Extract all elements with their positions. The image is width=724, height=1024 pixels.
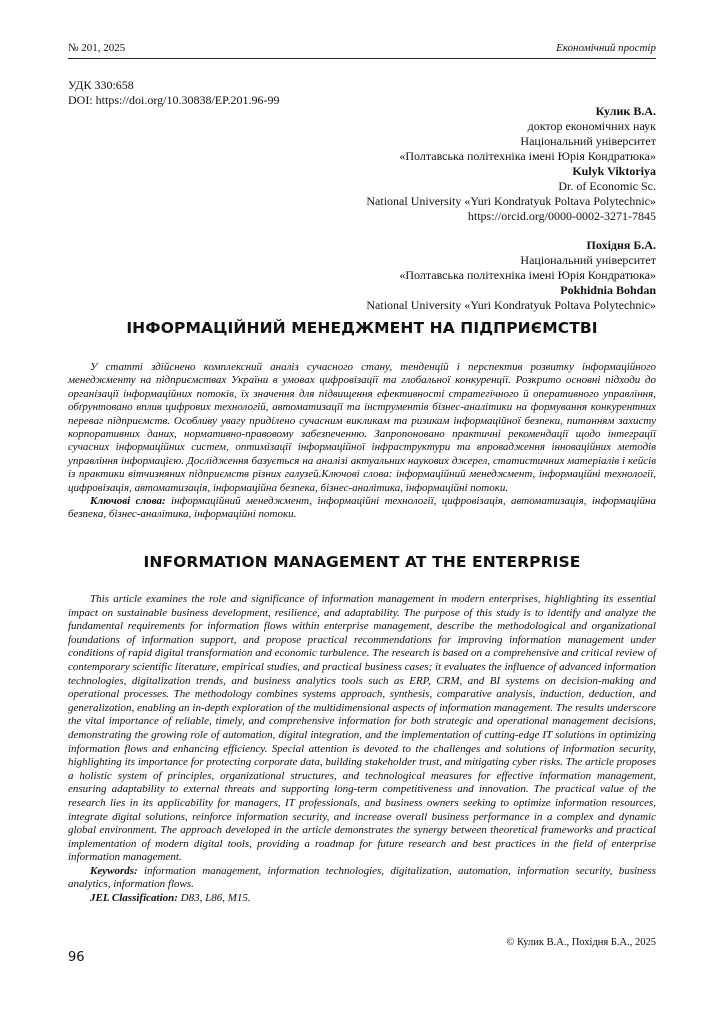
- keywords-en-label: Keywords:: [90, 864, 138, 877]
- keywords-ua-list: інформаційний менеджмент, інформаційні технології, цифровізація, автоматизація, інформаційна безпека, бізнес-аналітика, інформаційні потоки.: [68, 495, 657, 521]
- author-1-affiliation-ua: Національний університет: [520, 134, 656, 148]
- page-number: 96: [68, 950, 85, 965]
- jel-codes: D83, L86, M15.: [177, 892, 251, 905]
- abstract-en-text: This article examines the role and significance of information management in modern enterprises, highlighting its essential impact on sustainable business development, resilience, and adaptability. The purpose of this study is to identify and analyze the fundamental requirements for information flows within enterprise management, describe the methodological and organizational foundations of information support, and propose practical recommendations for improving information management under conditions of rapid digital transformation and economic turbulence. The research is based on a comprehensive and critical review of contemporary scientific literature, empirical studies, and practical business cases; it evaluates the influence of advanced information technologies, digitalization trends, and business analytics tools such as ERP, CRM, and BI systems on decision-making and operational processes. The methodology combines systems approach, synthesis, comparative analysis, induction, deduction, and generalization, enabling an in-depth exploration of the multidimensional aspects of information management. The results underscore the vital importance of reliable, timely, and comprehensive information for both strategic and operational management decisions, demonstrating the growing role of automation, digital integration, and the implementation of cutting-edge IT solutions in optimizing information flows and enhancing efficiency. Special attention is devoted to the challenges and solutions of information security, highlighting its importance for protecting corporate data, building stakeholder trust, and mitigating cyber risks. The article proposes a holistic system of principles, organizational structures, and technological measures for effective information management, ensuring adaptability to external threats and supporting long-term competitiveness and innovation. The practical value of the research lies in its applicability for managers, IT professionals, and business owners seeking to optimize information resources, integrate digital solutions, reinforce information security, and increase overall business performance in a complex and dynamic global environment. The approach developed in the article demonstrates the synergy between theoretical frameworks and practical implementation of modern digital tools, providing a roadmap for future research and best practices in the field of enterprise information management.: [68, 593, 656, 864]
- abstract-ua-text: У статті здійснено комплексний аналіз сучасного стану, тенденцій і перспектив розвитку інформаційного менеджменту на підприємствах України в умовах цифровізації та глобальної конкуренції. Розкрито основні підходи до організації інформаційних потоків, їх значення для підвищення ефективності стратегічного й оперативного управління, обґрунтовано вплив цифрових технологій, автоматизації та інструментів бізнес-аналітики на формування конкурентних переваг підприємств. Особливу увагу приділено сучасним викликам та ризикам інформаційної безпеки, питанням захисту корпоративних даних, нормативно-правовому забезпеченню. Запропоновано практичні рекомендації щодо інтеграції сучасних інформаційних систем, оптимізації інформаційної інфраструктури та впровадження інноваційних методів управління інформацією. Дослідження базується на аналізі актуальних наукових джерел, статистичних матеріалів і кейсів із практики вітчизняних підприємств різних галузей.Ключові слова: інформаційний менеджмент, інформаційні технології, цифровізація, автоматизація, інформаційна безпека, бізнес-аналітика, інформаційні потоки.: [68, 361, 656, 494]
- author-2-affiliation-en: National University «Yuri Kondratyuk Poltava Polytechnic»: [366, 298, 656, 312]
- abstract-en: [68, 593, 656, 906]
- author-1-affiliation-en: National University «Yuri Kondratyuk Poltava Polytechnic»: [366, 194, 656, 208]
- issue-number: № 201, 2025: [68, 42, 126, 54]
- keywords-ua: [68, 495, 656, 522]
- author-1-degree-ua: доктор економічних наук: [527, 119, 656, 133]
- author-1-name-en: Kulyk Viktoriya: [572, 164, 656, 178]
- abstract-ua: [68, 361, 656, 522]
- author-2-name-en: Pokhidnia Bohdan: [560, 283, 656, 297]
- keywords-en-list: information management, information technologies, digitalization, automation, information security, business analytics, information flows.: [68, 864, 656, 891]
- udc-code: УДК 330:658: [68, 78, 134, 92]
- author-2-affiliation-ua: Національний університет: [520, 253, 656, 267]
- keywords-en: [68, 865, 656, 892]
- author-2-affiliation-ua-2: «Полтавська політехніка імені Юрія Кондратюка»: [399, 268, 656, 282]
- author-1-orcid-link[interactable]: https://orcid.org/0000-0002-3271-7845: [467, 209, 656, 223]
- running-header: [68, 42, 656, 59]
- doi-link[interactable]: DOI: https://doi.org/10.30838/EP.201.96-99: [68, 93, 280, 107]
- copyright-notice: © Кулик В.А., Похідня Б.А., 2025: [506, 937, 656, 948]
- author-1-affiliation-ua-2: «Полтавська політехніка імені Юрія Кондратюка»: [399, 149, 656, 163]
- keywords-ua-label: Ключові слова:: [90, 495, 166, 508]
- article-title-en: INFORMATION MANAGEMENT AT THE ENTERPRISE: [143, 553, 581, 571]
- author-2-name-ua: Похідня Б.А.: [586, 238, 656, 252]
- author-1-name-ua: Кулик В.А.: [595, 104, 656, 118]
- jel-label: JEL Classification:: [90, 892, 178, 905]
- jel-classification: [68, 892, 656, 906]
- author-block: [236, 104, 656, 313]
- author-1-degree-en: Dr. of Economic Sc.: [558, 179, 656, 193]
- article-title-ua: ІНФОРМАЦІЙНИЙ МЕНЕДЖМЕНТ НА ПІДПРИЄМСТВІ: [126, 319, 598, 337]
- journal-name: Економічний простір: [556, 42, 656, 54]
